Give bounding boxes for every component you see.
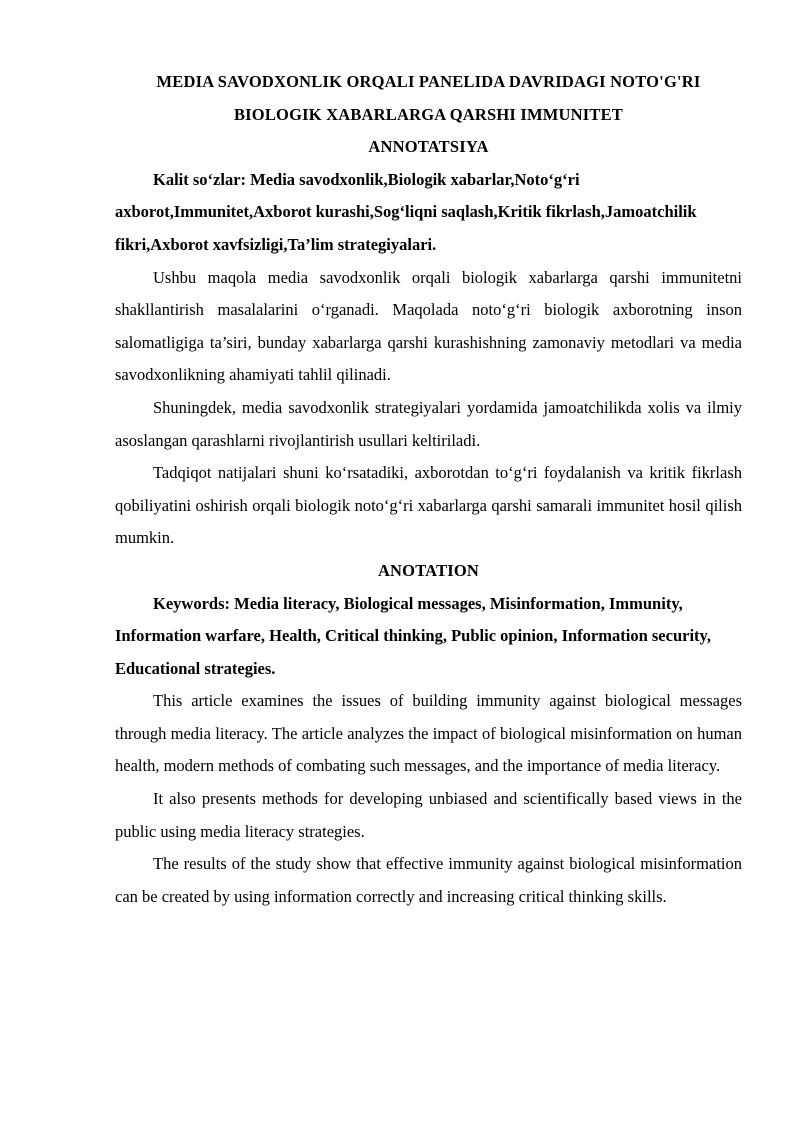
paragraph-uz-3: Tadqiqot natijalari shuni ko‘rsatadiki, axborotdan to‘g‘ri foydalanish va kritik fikrlash qobiliyatini oshirish orqali biologik noto‘g‘ri xabarlarga qarshi samarali immunitet hosil qilish mumkin.	[115, 463, 742, 548]
paragraph-uz-1: Ushbu maqola media savodxonlik orqali biologik xabarlarga qarshi immunitetni shakllantirish masalalarini o‘rganadi. Maqolada noto‘g‘ri biologik axborotning inson salomatligiga ta’siri, bunday xabarlarga qarshi kurashishning zamonaviy metodlari va media savodxonlikning ahamiyati tahlil qilinadi.	[115, 267, 742, 385]
keywords-paragraph-en: Keywords: Media literacy, Biological messages, Misinformation, Immunity, Information warfare, Health, Critical thinking, Public opinion, Information security, Educational strategies.	[115, 593, 711, 678]
document-title-line-2: BIOLOGIK XABARLARGA QARSHI IMMUNITET	[233, 104, 624, 124]
section-heading-anotation: ANOTATION	[377, 560, 480, 580]
section-heading-annotatsiya: ANNOTATSIYA	[368, 137, 489, 157]
keywords-paragraph-uz: Kalit so‘zlar: Media savodxonlik,Biologik xabarlar,Noto‘g‘ri axborot,Immunitet,Axborot kurashi,Sog‘liqni saqlash,Kritik fikrlash,Jamoatchilik fikri,Axborot xavfsizligi,Ta’lim strategiyalari.	[115, 169, 697, 254]
paragraph-en-2: It also presents methods for developing unbiased and scientifically based views in the public using media literacy strategies.	[115, 789, 742, 841]
paragraph-en-1: This article examines the issues of building immunity against biological messages through media literacy. The article analyzes the impact of biological misinformation on human health, modern methods of combating such messages, and the importance of media literacy.	[115, 691, 742, 776]
paragraph-en-3: The results of the study show that effective immunity against biological misinformation can be created by using information correctly and increasing critical thinking skills.	[115, 854, 742, 906]
document-title-line-1: MEDIA SAVODXONLIK ORQALI PANELIDA DAVRIDAGI NOTO'G'RI	[156, 72, 701, 91]
paragraph-uz-2: Shuningdek, media savodxonlik strategiyalari yordamida jamoatchilikda xolis va ilmiy asoslangan qarashlarni rivojlantirish usullari keltiriladi.	[115, 397, 742, 450]
